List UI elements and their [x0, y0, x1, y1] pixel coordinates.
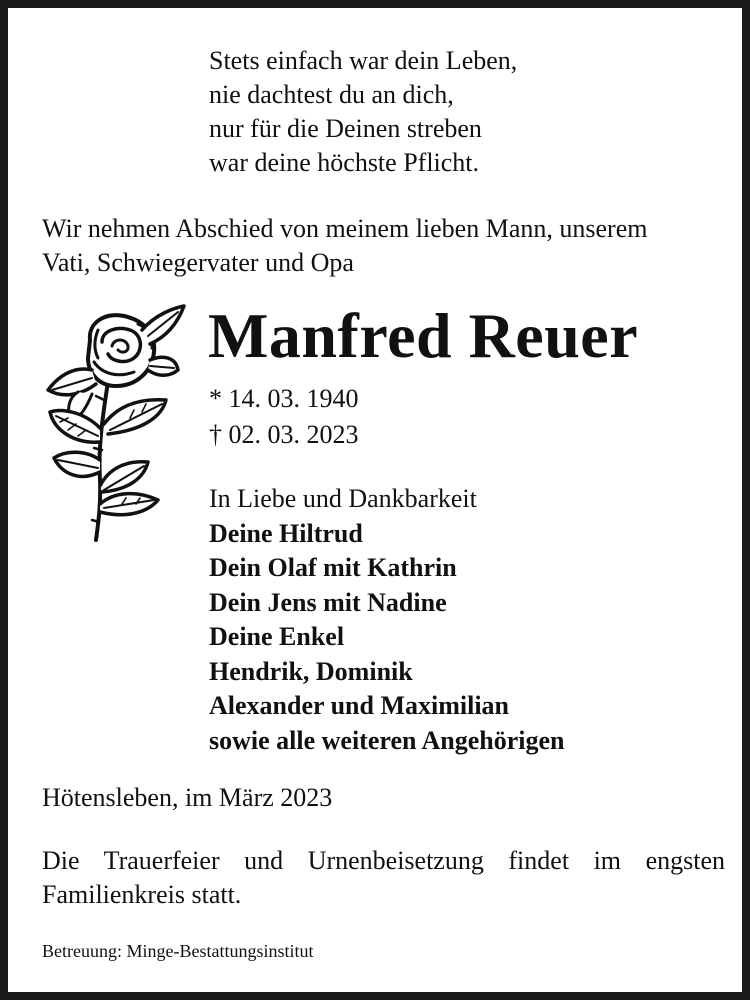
intro-line: Vati, Schwiegervater und Opa	[42, 248, 354, 277]
rose-icon	[38, 300, 188, 545]
mourners-list	[209, 482, 565, 758]
ceremony-note	[42, 844, 725, 912]
death-date: † 02. 03. 2023	[209, 420, 359, 449]
farewell-intro	[42, 212, 732, 280]
mourner-line: Dein Jens mit Nadine	[209, 587, 447, 617]
mourners-lead: In Liebe und Dankbarkeit	[209, 484, 477, 513]
mourner-line: Hendrik, Dominik	[209, 656, 413, 686]
mourner-line: Deine Enkel	[209, 622, 345, 651]
intro-line: Wir nehmen Abschied von meinem lieben Mann, unserem	[42, 214, 648, 243]
deceased-name: Manfred Reuer	[208, 300, 639, 371]
mourner-line: sowie alle weiteren Angehörigen	[209, 725, 565, 755]
poem-line: nur für die Deinen streben	[209, 114, 482, 143]
mourner-line: Deine Hiltrud	[209, 518, 363, 548]
note-line: Familienkreis statt.	[42, 880, 242, 909]
poem-line: nie dachtest du an dich,	[209, 80, 454, 109]
memorial-poem	[209, 44, 517, 180]
birth-date: * 14. 03. 1940	[209, 384, 359, 413]
place-and-date: Hötensleben, im März 2023	[42, 783, 333, 812]
mourner-line: Alexander und Maximilian	[209, 691, 510, 720]
life-dates	[209, 381, 359, 453]
funeral-home-credit: Betreuung: Minge-Bestattungsinstitut	[42, 941, 314, 961]
note-line: Die Trauerfeier und Urnenbeisetzung findet im engsten	[42, 846, 725, 875]
poem-line: Stets einfach war dein Leben,	[209, 46, 518, 75]
poem-line: war deine höchste Pflicht.	[209, 148, 480, 177]
mourner-line: Dein Olaf mit Kathrin	[209, 553, 457, 582]
